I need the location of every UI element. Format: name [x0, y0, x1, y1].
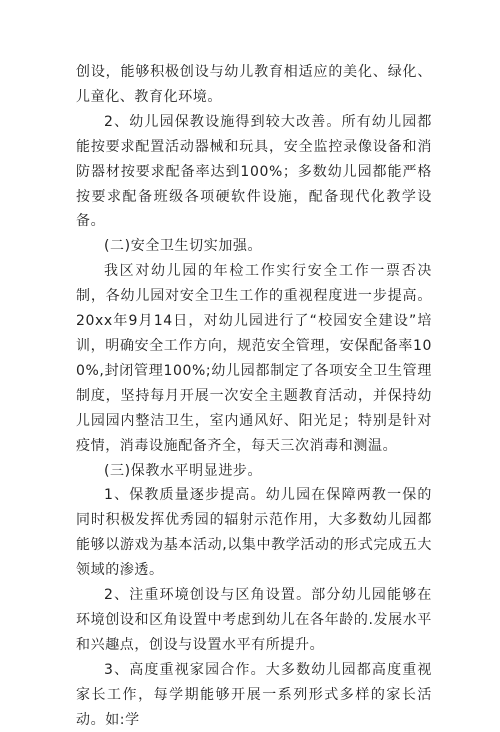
section-heading-teaching-level: (三)保教水平明显进步。: [104, 462, 263, 479]
paragraph-facilities-improved: 2、幼儿园保教设施得到较大改善。所有幼儿园都能按要求配置活动器械和玩具，安全监控录像设备和消防器材按要求配备率达到100%；多数幼儿园都能严格按要求配备班级各项硬软件设施，配备现代化教学设备。: [76, 113, 432, 230]
paragraph-home-school-cooperation: 3、高度重视家园合作。大多数幼儿园都高度重视家长工作，每学期能够开展一系列形式多样的家长活动。如:学: [76, 661, 432, 728]
paragraph-safety-work: 我区对幼儿园的年检工作实行安全工作一票否决制，各幼儿园对安全卫生工作的重视程度进一步提高。20xx年9月14日，对幼儿园进行了“校园安全建设”培训，明确安全工作方向，规范安全管理，安保配备率100%,封闭管理100%;幼儿园都制定了各项安全卫生管理制度，坚持每月开展一次安全主题教育活动，并保持幼儿园园内整洁卫生，室内通风好、阳光足；特别是针对疫情，消毒设施配备齐全，每天三次消毒和测温。: [76, 263, 432, 454]
paragraph-teaching-quality: 1、保教质量逐步提高。幼儿园在保障两教一保的同时积极发挥优秀园的辐射示范作用，大多数幼儿园都能够以游戏为基本活动,以集中教学活动的形式完成五大领域的渗透。: [76, 487, 432, 579]
section-heading-safety-hygiene: (二)安全卫生切实加强。: [104, 238, 263, 255]
document-body: [76, 60, 432, 732]
paragraph-environment-continuation: 创设，能够积极创设与幼儿教育相适应的美化、绿化、儿童化、教育化环境。: [76, 64, 432, 105]
paragraph-environment-corners: 2、注重环境创设与区角设置。部分幼儿园能够在环境创设和区角设置中考虑到幼儿在各年龄的.发展水平和兴趣点，创设与设置水平有所提升。: [76, 587, 432, 653]
